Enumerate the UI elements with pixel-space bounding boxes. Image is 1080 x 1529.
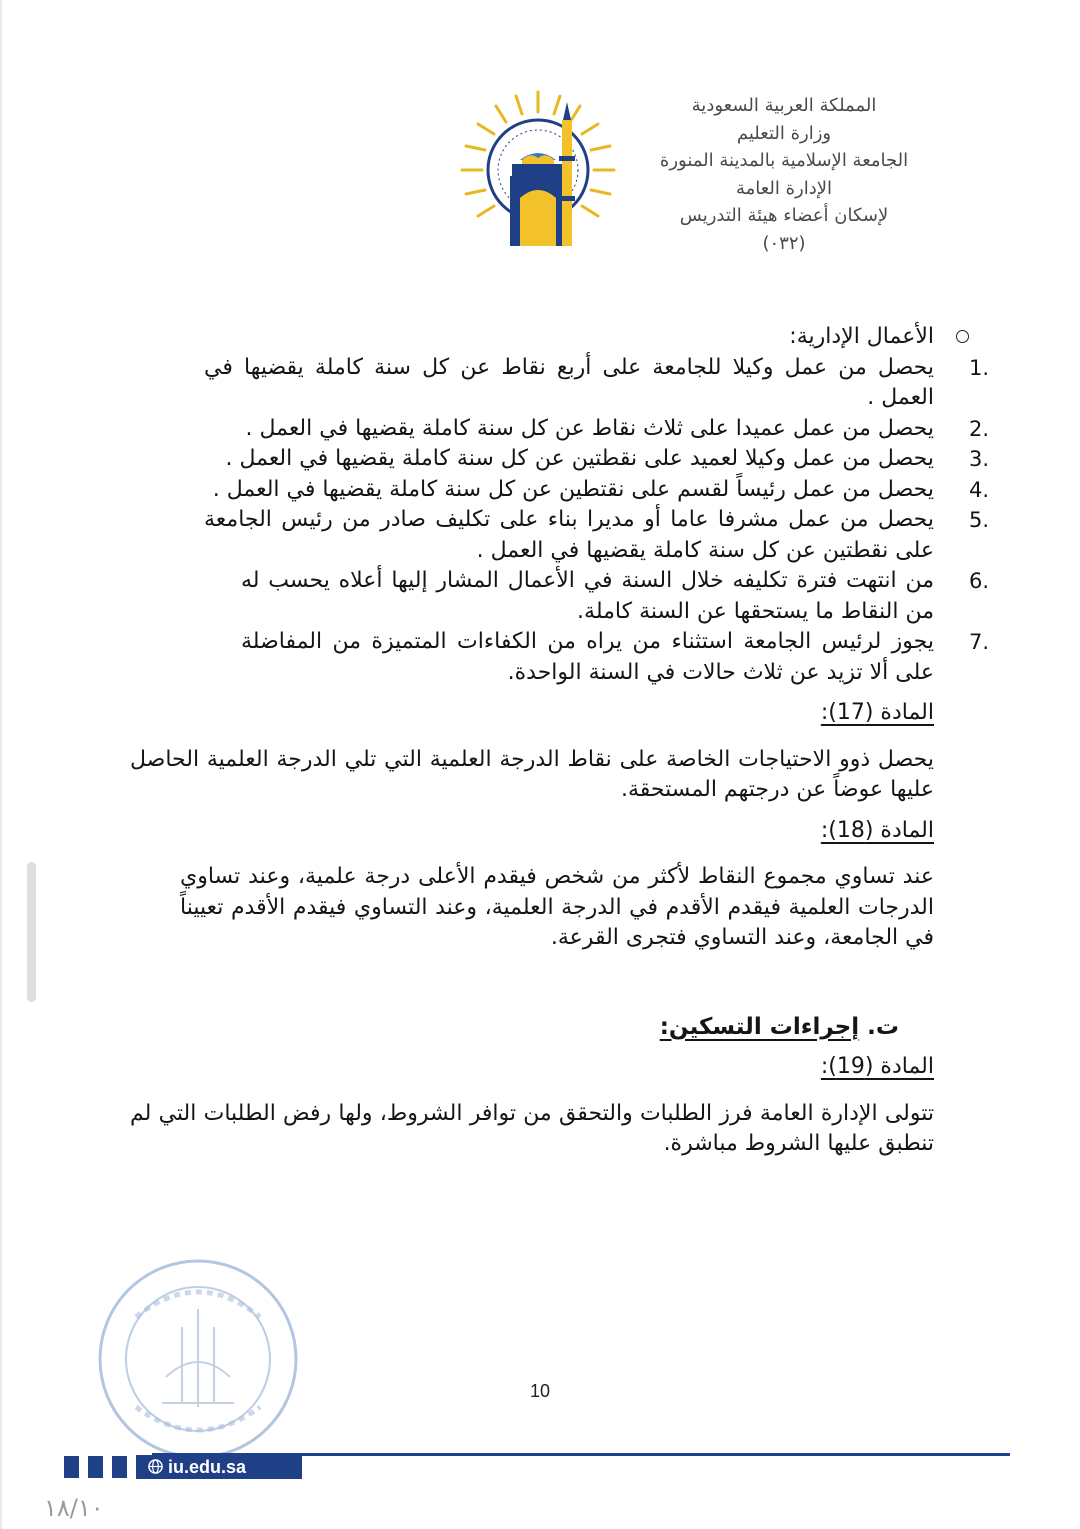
list-item	[144, 475, 989, 506]
item-text: يحصل من عمل مشرفا عاما أو مديرا بناء على تكليف صادر من رئيس الجامعة على نقطتين عن كل سنة كاملة يقضيها في العمل .	[204, 507, 934, 563]
item-number: 3.	[968, 447, 989, 471]
article-17-title: المادة (17):	[820, 700, 934, 725]
org-line-ministry: وزارة التعليم	[736, 122, 832, 144]
item-text: يحصل من عمل عميدا على ثلاث نقاط عن كل سنة كاملة يقضيها في العمل .	[245, 415, 934, 441]
org-line-country: المملكة العربية السعودية	[691, 95, 877, 116]
footer-bar	[88, 1456, 103, 1478]
org-line-department: لإسكان أعضاء هيئة التدريس	[679, 205, 889, 226]
item-text: يحصل من عمل رئيساً لقسم على نقتطين عن كل سنة كاملة يقضيها في العمل .	[212, 476, 934, 502]
footer-bar	[64, 1456, 79, 1478]
website-url: iu.edu.sa	[168, 1457, 247, 1477]
official-stamp	[96, 1257, 300, 1461]
org-line-administration: الإدارة العامة	[735, 177, 833, 199]
globe-icon	[148, 1459, 163, 1474]
item-number: 4.	[968, 477, 989, 502]
item-number: 5.	[968, 508, 989, 532]
article-18-title: المادة (18):	[820, 817, 934, 843]
item-text: يجوز لرئيس الجامعة استثناء من يراه من الكفاءات المتميزة من المفاضلة على ألا تزيد عن ثلاث حالات في السنة الواحدة.	[241, 629, 934, 685]
footer-bar	[112, 1456, 127, 1478]
item-text: من انتهت فترة تكليفه خلال السنة في الأعمال المشار إليها أعلاه يحسب له من النقاط ما يستحقها عن السنة كاملة.	[241, 568, 934, 624]
list-item	[144, 505, 989, 566]
list-item	[144, 353, 989, 414]
section-label: إجراءات التسكين:	[659, 1013, 860, 1040]
article-19-title: المادة (19):	[820, 1054, 934, 1079]
org-line-code: (٠٣٢)	[762, 232, 806, 254]
handwritten-note: ١٨/١٠	[44, 1494, 104, 1522]
item-text: يحصل من عمل وكيلا للجامعة على أربع نقاط عن كل سنة كاملة يقضيها في العمل .	[204, 354, 934, 410]
item-number: 7.	[968, 630, 989, 654]
list-item	[144, 444, 989, 475]
university-logo	[458, 86, 618, 256]
item-number: 6.	[968, 569, 989, 593]
circle-bullet-icon	[956, 330, 969, 343]
section-letter: ت.	[867, 1013, 899, 1040]
item-text: يحصل من عمل وكيلا لعميد على نقطتين عن كل سنة كاملة يقضيها في العمل .	[225, 446, 934, 471]
scrollbar-thumb[interactable]	[27, 862, 36, 1002]
article-18-text: عند تساوي مجموع النقاط لأكثر من شخص فيقدم الأعلى درجة علمية، وعند تساوي الدرجات العلمية فيقدم الأقدم في الدرجة العلمية، وعند التساوي فيقدم الأقدم تعييناً في الجامعة، وعند التساوي فتجرى القرعة.	[180, 864, 934, 950]
item-number: 2.	[968, 416, 989, 441]
list-item	[144, 414, 989, 445]
list-item	[144, 627, 989, 688]
article-19-text: تتولى الإدارة العامة فرز الطلبات والتحقق من توافر الشروط، ولها رفض الطلبات التي لم تنطبق عليها الشروط مباشرة.	[130, 1100, 934, 1156]
page-number: 10	[529, 1381, 551, 1401]
admin-section-heading: الأعمال الإدارية:	[144, 322, 969, 353]
list-item	[144, 566, 989, 627]
article-17-text: يحصل ذوو الاحتياجات الخاصة على نقاط الدرجة العلمية التي تلي الدرجة العلمية الحاصل عليها عوضاً عن درجتهم المستحقة.	[130, 746, 934, 802]
website-link[interactable]	[136, 1455, 302, 1479]
org-line-university: الجامعة الإسلامية بالمدينة المنورة	[659, 150, 909, 171]
item-number: 1.	[968, 355, 989, 380]
document-body	[130, 322, 989, 1160]
organization-header	[634, 92, 934, 257]
section-t-heading	[144, 1012, 899, 1043]
page-edge	[0, 0, 2, 1529]
